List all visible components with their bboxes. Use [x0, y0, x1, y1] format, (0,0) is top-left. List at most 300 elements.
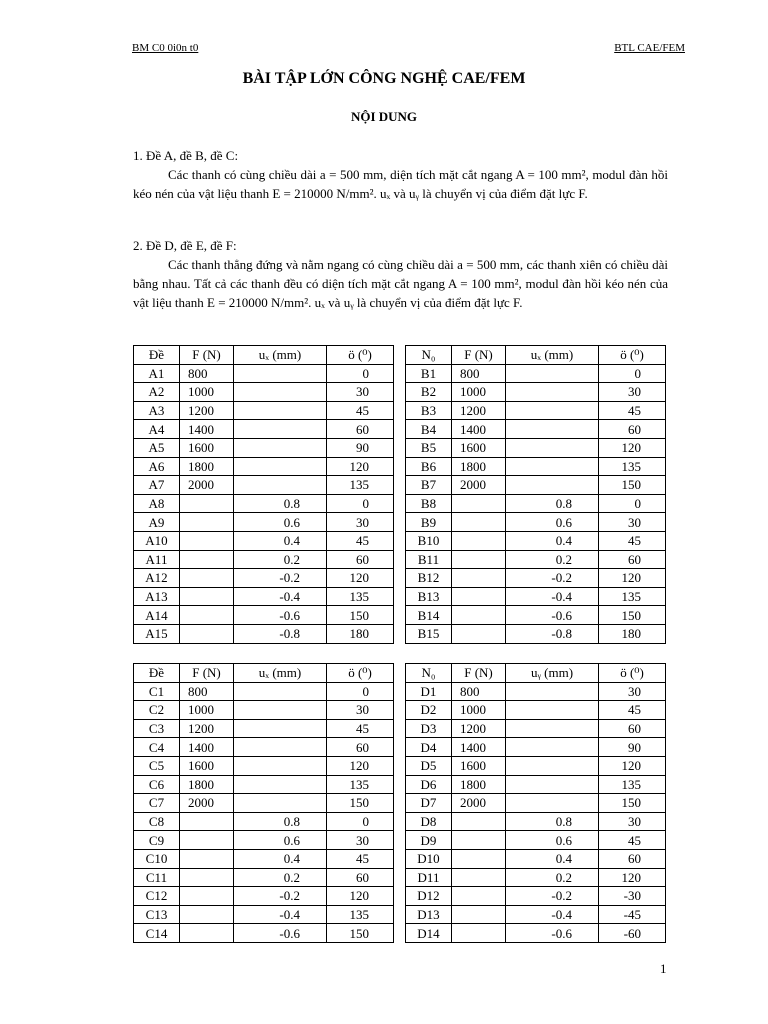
table-cell: A15: [134, 624, 180, 643]
table-cell: D2: [406, 701, 452, 720]
table-cell: D14: [406, 924, 452, 943]
table-c: [133, 663, 394, 943]
table-row: [406, 924, 666, 943]
table-row: [134, 624, 394, 643]
table-cell: [234, 420, 327, 439]
table-cell: A4: [134, 420, 180, 439]
table-cell: [506, 401, 599, 420]
table-row: [406, 569, 666, 588]
table-cell: D6: [406, 775, 452, 794]
table-cell: 800: [452, 682, 506, 701]
table-cell: 30: [327, 831, 394, 850]
table-cell: -0.6: [506, 924, 599, 943]
table-cell: C9: [134, 831, 180, 850]
table-row: [134, 738, 394, 757]
table-cell: [234, 476, 327, 495]
table-cell: B13: [406, 587, 452, 606]
table-cell: -0.2: [506, 887, 599, 906]
table-row: [406, 587, 666, 606]
table-cell: [234, 701, 327, 720]
table-row: [134, 831, 394, 850]
table-cell: 135: [599, 775, 666, 794]
table-cell: 0.4: [234, 849, 327, 868]
table-cell: 60: [599, 719, 666, 738]
table-row: [406, 719, 666, 738]
table-cell: 120: [599, 569, 666, 588]
table-row: [134, 682, 394, 701]
table-cell: C8: [134, 812, 180, 831]
table-cell: [180, 587, 234, 606]
table-cell: D9: [406, 831, 452, 850]
section-1-text: Các thanh có cùng chiều dài a = 500 mm, diện tích mặt cắt ngang A = 100 mm², modul đàn hồi kéo nén của vật liệu thanh E = 210000 N/mm². uₓ và uᵧ là chuyển vị của điểm đặt lực F.: [133, 167, 668, 201]
column-header: N₀: [406, 346, 452, 365]
column-header: F (N): [180, 664, 234, 683]
table-cell: 0: [599, 494, 666, 513]
table-cell: D1: [406, 682, 452, 701]
table-cell: B5: [406, 438, 452, 457]
table-cell: B10: [406, 531, 452, 550]
table-row: [406, 905, 666, 924]
table-cell: 30: [599, 812, 666, 831]
table-cell: B6: [406, 457, 452, 476]
table-cell: [234, 364, 327, 383]
table-cell: [180, 550, 234, 569]
table-cell: 45: [327, 401, 394, 420]
table-cell: A10: [134, 531, 180, 550]
table-row: [134, 887, 394, 906]
table-cell: -0.4: [234, 587, 327, 606]
table-cell: D8: [406, 812, 452, 831]
table-cell: 800: [180, 364, 234, 383]
table-cell: 120: [327, 457, 394, 476]
table-cell: -0.8: [506, 624, 599, 643]
table-row: [134, 364, 394, 383]
table-cell: A9: [134, 513, 180, 532]
header-right: BTL CAE/FEM: [614, 42, 685, 54]
table-cell: 150: [599, 476, 666, 495]
table-cell: 135: [327, 476, 394, 495]
table-cell: D13: [406, 905, 452, 924]
table-cell: 1000: [452, 383, 506, 402]
table-row: [406, 868, 666, 887]
table-cell: [506, 701, 599, 720]
table-cell: A12: [134, 569, 180, 588]
table-cell: 135: [327, 905, 394, 924]
table-cell: C3: [134, 719, 180, 738]
table-cell: A8: [134, 494, 180, 513]
table-cell: [506, 364, 599, 383]
table-cell: [234, 401, 327, 420]
table-cell: [234, 682, 327, 701]
table-row: [406, 401, 666, 420]
table-cell: [452, 494, 506, 513]
table-cell: 45: [327, 531, 394, 550]
table-row: [406, 476, 666, 495]
table-row: [134, 550, 394, 569]
table-cell: [452, 606, 506, 625]
table-cell: 60: [599, 420, 666, 439]
table-cell: [506, 756, 599, 775]
table-cell: 45: [599, 701, 666, 720]
table-a: [133, 345, 394, 644]
table-cell: 0: [327, 812, 394, 831]
table-row: [134, 905, 394, 924]
table-cell: B12: [406, 569, 452, 588]
table-cell: [180, 494, 234, 513]
table-cell: D11: [406, 868, 452, 887]
table-cell: [180, 905, 234, 924]
table-cell: 0.8: [234, 812, 327, 831]
table-cell: 1800: [452, 775, 506, 794]
table-cell: 60: [327, 420, 394, 439]
table-cell: [234, 775, 327, 794]
table-row: [134, 401, 394, 420]
table-cell: [234, 438, 327, 457]
table-row: [134, 494, 394, 513]
table-row: [134, 587, 394, 606]
column-header: uᵧ (mm): [506, 664, 599, 683]
table-cell: A2: [134, 383, 180, 402]
table-row: [406, 756, 666, 775]
table-cell: B15: [406, 624, 452, 643]
table-cell: 120: [327, 887, 394, 906]
table-cell: 180: [327, 624, 394, 643]
column-header: Đề: [134, 346, 180, 365]
column-header: uₓ (mm): [234, 346, 327, 365]
document-subtitle: NỘI DUNG: [350, 109, 418, 124]
table-cell: B2: [406, 383, 452, 402]
table-row: [134, 383, 394, 402]
table-cell: [234, 457, 327, 476]
table-cell: C11: [134, 868, 180, 887]
table-cell: [506, 738, 599, 757]
table-cell: 1600: [180, 438, 234, 457]
table-cell: [180, 887, 234, 906]
table-row: [134, 457, 394, 476]
table-cell: -45: [599, 905, 666, 924]
table-row: [406, 887, 666, 906]
table-cell: [506, 476, 599, 495]
table-row: [134, 606, 394, 625]
table-cell: 1400: [452, 738, 506, 757]
table-cell: C14: [134, 924, 180, 943]
table-row: [406, 420, 666, 439]
table-cell: 60: [599, 849, 666, 868]
table-cell: 1000: [180, 383, 234, 402]
table-cell: [452, 531, 506, 550]
table-cell: 90: [327, 438, 394, 457]
column-header: ö (⁰): [327, 664, 394, 683]
table-cell: [234, 794, 327, 813]
table-cell: 0.8: [506, 494, 599, 513]
table-row: [134, 701, 394, 720]
table-cell: [452, 887, 506, 906]
table-cell: 60: [327, 738, 394, 757]
table-row: [134, 531, 394, 550]
table-cell: 0: [327, 682, 394, 701]
table-cell: 0: [327, 494, 394, 513]
table-cell: B3: [406, 401, 452, 420]
table-cell: C12: [134, 887, 180, 906]
table-cell: C6: [134, 775, 180, 794]
table-cell: 1400: [180, 738, 234, 757]
document-title: BÀI TẬP LỚN CÔNG NGHỆ CAE/FEM: [242, 70, 526, 87]
column-header: uₓ (mm): [234, 664, 327, 683]
table-row: [134, 438, 394, 457]
table-cell: -0.2: [506, 569, 599, 588]
table-cell: [180, 624, 234, 643]
table-row: [406, 438, 666, 457]
table-cell: 150: [327, 924, 394, 943]
table-cell: D7: [406, 794, 452, 813]
table-cell: 2000: [452, 476, 506, 495]
table-cell: 0.6: [506, 831, 599, 850]
table-cell: 0: [599, 364, 666, 383]
table-cell: [452, 624, 506, 643]
table-cell: A7: [134, 476, 180, 495]
table-cell: 2000: [180, 794, 234, 813]
table-cell: -0.6: [234, 606, 327, 625]
table-cell: C7: [134, 794, 180, 813]
table-cell: 135: [327, 775, 394, 794]
table-cell: [180, 812, 234, 831]
table-cell: B4: [406, 420, 452, 439]
table-cell: 30: [327, 513, 394, 532]
column-header: F (N): [180, 346, 234, 365]
table-cell: 2000: [180, 476, 234, 495]
table-cell: 120: [599, 438, 666, 457]
table-cell: [180, 606, 234, 625]
table-cell: 30: [599, 513, 666, 532]
table-row: [406, 682, 666, 701]
table-cell: [506, 794, 599, 813]
table-cell: 30: [599, 682, 666, 701]
table-cell: B11: [406, 550, 452, 569]
table-row: [134, 476, 394, 495]
table-row: [406, 494, 666, 513]
table-cell: [234, 738, 327, 757]
table-cell: 0.4: [506, 531, 599, 550]
table-cell: 180: [599, 624, 666, 643]
table-cell: [452, 587, 506, 606]
page-number: 1: [660, 961, 667, 976]
table-cell: 60: [327, 550, 394, 569]
table-cell: [452, 905, 506, 924]
table-cell: -0.4: [506, 905, 599, 924]
table-row: [406, 550, 666, 569]
table-cell: 1000: [452, 701, 506, 720]
table-cell: A11: [134, 550, 180, 569]
table-cell: 150: [327, 794, 394, 813]
table-cell: [452, 924, 506, 943]
table-row: [134, 513, 394, 532]
table-row: [134, 420, 394, 439]
column-header: uₓ (mm): [506, 346, 599, 365]
section-1: [133, 146, 668, 203]
table-cell: B1: [406, 364, 452, 383]
table-cell: B9: [406, 513, 452, 532]
table-cell: A13: [134, 587, 180, 606]
table-cell: 30: [599, 383, 666, 402]
table-row: [406, 794, 666, 813]
table-cell: [180, 868, 234, 887]
table-cell: 45: [327, 719, 394, 738]
table-row: [134, 812, 394, 831]
table-row: [134, 756, 394, 775]
table-cell: 0.8: [234, 494, 327, 513]
table-cell: [180, 849, 234, 868]
table-cell: -0.2: [234, 887, 327, 906]
table-cell: 150: [327, 606, 394, 625]
table-cell: B7: [406, 476, 452, 495]
table-cell: [180, 531, 234, 550]
table-cell: [180, 513, 234, 532]
table-row: [406, 738, 666, 757]
table-cell: [452, 831, 506, 850]
table-cell: 90: [599, 738, 666, 757]
table-cell: 135: [599, 587, 666, 606]
table-row: [406, 831, 666, 850]
table-cell: 0.2: [234, 868, 327, 887]
table-cell: [452, 569, 506, 588]
header-left: BM C0 0i0n t0: [132, 42, 199, 54]
table-row: [134, 569, 394, 588]
column-header: ö (⁰): [327, 346, 394, 365]
table-cell: [180, 569, 234, 588]
table-cell: 800: [180, 682, 234, 701]
table-cell: 800: [452, 364, 506, 383]
table-row: [406, 457, 666, 476]
table-cell: -0.2: [234, 569, 327, 588]
table-cell: -0.4: [234, 905, 327, 924]
table-header-row: [406, 664, 666, 683]
column-header: Đề: [134, 664, 180, 683]
table-cell: [180, 924, 234, 943]
table-d: [405, 663, 666, 943]
table-cell: -0.6: [506, 606, 599, 625]
table-cell: [506, 383, 599, 402]
table-row: [406, 606, 666, 625]
table-row: [406, 812, 666, 831]
table-cell: 135: [327, 587, 394, 606]
table-cell: 1800: [180, 775, 234, 794]
table-cell: [452, 849, 506, 868]
table-cell: 1200: [452, 401, 506, 420]
table-cell: 0.2: [234, 550, 327, 569]
table-cell: [452, 513, 506, 532]
table-cell: 150: [599, 606, 666, 625]
table-cell: D4: [406, 738, 452, 757]
table-cell: -60: [599, 924, 666, 943]
table-cell: -0.4: [506, 587, 599, 606]
table-cell: D5: [406, 756, 452, 775]
table-cell: [234, 383, 327, 402]
table-cell: A14: [134, 606, 180, 625]
table-cell: -0.8: [234, 624, 327, 643]
table-cell: 0.2: [506, 868, 599, 887]
table-cell: 0.4: [506, 849, 599, 868]
table-row: [134, 719, 394, 738]
column-header: F (N): [452, 664, 506, 683]
table-row: [406, 364, 666, 383]
table-header-row: [406, 346, 666, 365]
table-cell: 150: [599, 794, 666, 813]
table-header-row: [134, 664, 394, 683]
table-cell: [506, 682, 599, 701]
table-cell: -0.6: [234, 924, 327, 943]
table-cell: [506, 420, 599, 439]
table-row: [134, 775, 394, 794]
table-cell: C10: [134, 849, 180, 868]
table-cell: 1200: [180, 719, 234, 738]
table-cell: 0.4: [234, 531, 327, 550]
table-cell: 1800: [180, 457, 234, 476]
table-cell: D12: [406, 887, 452, 906]
column-header: ö (⁰): [599, 346, 666, 365]
table-row: [406, 849, 666, 868]
table-cell: [234, 719, 327, 738]
table-row: [406, 383, 666, 402]
table-cell: 135: [599, 457, 666, 476]
table-cell: 1800: [452, 457, 506, 476]
table-cell: A3: [134, 401, 180, 420]
table-cell: [452, 550, 506, 569]
table-cell: 120: [599, 756, 666, 775]
table-cell: A1: [134, 364, 180, 383]
table-cell: D3: [406, 719, 452, 738]
table-row: [134, 849, 394, 868]
table-cell: 1400: [452, 420, 506, 439]
table-cell: 45: [599, 401, 666, 420]
table-cell: 1000: [180, 701, 234, 720]
table-cell: 2000: [452, 794, 506, 813]
table-cell: [506, 719, 599, 738]
table-cell: 1200: [180, 401, 234, 420]
table-row: [134, 868, 394, 887]
table-cell: 1400: [180, 420, 234, 439]
table-cell: C2: [134, 701, 180, 720]
section-2-text: Các thanh thẳng đứng và nằm ngang có cùng chiều dài a = 500 mm, các thanh xiên có chiều dài bằng nhau. Tất cả các thanh đều có diện tích mặt cắt ngang A = 100 mm², modul đàn hồi kéo nén của vật liệu thanh E = 210000 N/mm². uₓ và uᵧ là chuyển vị của điểm đặt lực F.: [133, 257, 668, 310]
table-cell: 1600: [452, 438, 506, 457]
table-cell: C5: [134, 756, 180, 775]
table-cell: 120: [327, 569, 394, 588]
table-cell: [180, 831, 234, 850]
table-cell: -30: [599, 887, 666, 906]
table-b: [405, 345, 666, 644]
table-cell: C4: [134, 738, 180, 757]
table-cell: [452, 812, 506, 831]
table-cell: [506, 457, 599, 476]
column-header: N₀: [406, 664, 452, 683]
table-cell: A5: [134, 438, 180, 457]
table-cell: 0.6: [506, 513, 599, 532]
table-row: [134, 794, 394, 813]
table-row: [406, 531, 666, 550]
table-cell: [234, 756, 327, 775]
table-cell: [452, 868, 506, 887]
table-cell: C1: [134, 682, 180, 701]
table-cell: 1600: [180, 756, 234, 775]
table-cell: 120: [327, 756, 394, 775]
table-cell: 60: [599, 550, 666, 569]
section-2: [133, 236, 668, 312]
table-cell: B8: [406, 494, 452, 513]
table-cell: 45: [599, 831, 666, 850]
section-2-heading: 2. Đề D, đề E, đề F:: [133, 238, 237, 253]
table-cell: D10: [406, 849, 452, 868]
table-cell: 0.6: [234, 513, 327, 532]
table-row: [134, 924, 394, 943]
